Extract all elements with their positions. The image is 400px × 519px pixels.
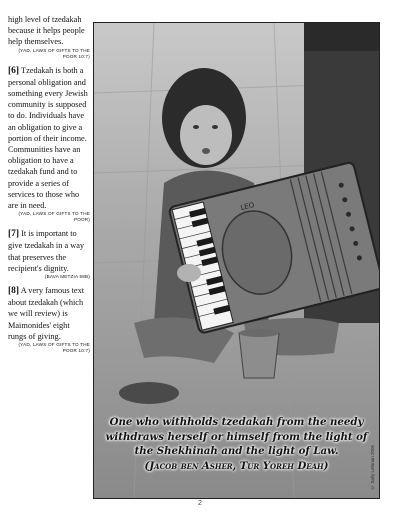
accordion-brand-label: LEO xyxy=(239,200,256,213)
item-8-citation: (YAD, LAWS OF GIFTS TO THE POOR 10:7) xyxy=(18,342,90,354)
item-8-text: A very famous text about tzedakah (which we will review) is Maimonides' eight rungs of giving. xyxy=(8,286,85,341)
item-8 xyxy=(8,285,90,342)
item-7 xyxy=(8,228,90,274)
item-6 xyxy=(8,65,90,212)
intro-text: high level of tzedakah because it helps people help themselves. xyxy=(8,15,85,47)
sidebar-text-column xyxy=(8,14,90,359)
page-number: 2 xyxy=(198,500,202,507)
item-7-number: [7] xyxy=(8,229,20,240)
quote-text: One who withholds tzedakah from the needy withdraws herself or himself from the light of the Shekhinah and the light of Law. xyxy=(105,416,368,457)
item-6-number: [6] xyxy=(8,65,20,76)
item-6-citation: (YAD, LAWS OF GIFTS TO THE POOR) xyxy=(18,211,90,223)
photo-credit: © Sally Lehman 2005 xyxy=(370,445,375,490)
quote-attribution: (Jacob ben Asher, Tur Yoreh Deah) xyxy=(144,459,329,472)
item-7-text: It is important to give tzedakah in a way that preserves the recipient's dignity. xyxy=(8,229,85,273)
photo-quote xyxy=(104,415,369,473)
accordion-girl-photo xyxy=(93,22,380,499)
intro-citation: (YAD, LAWS OF GIFTS TO THE POOR 10:7) xyxy=(18,47,90,59)
item-7-citation: (BAVA METZIA 58B) xyxy=(44,274,90,280)
item-6-text: Tzedakah is both a personal obligation and something every Jewish community is supposed to do. Individuals have an obligation to give a portion of their income. Communities have an obligation to have a tzedakah fund and to provide a series of services to those who are in need. xyxy=(8,65,88,211)
item-8-number: [8] xyxy=(8,286,20,297)
